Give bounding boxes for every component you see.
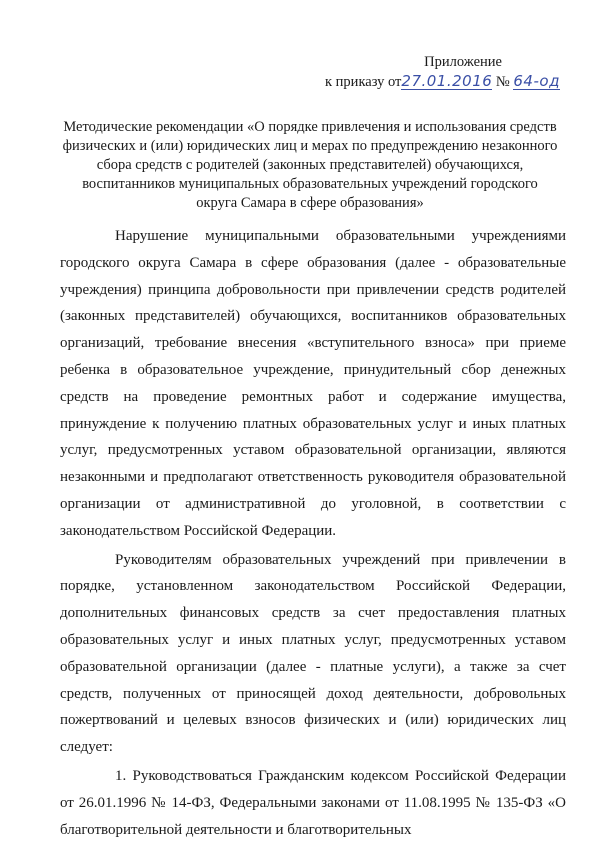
paragraph: Руководителям образовательных учреждений при привлечении в порядке, установленном законодательством Российской Федерации, дополнительных финансовых средств за счет предоставления платных образовательных услуг и иных платных услуг, предусмотренных уставом образовательной организации (далее - платные услуги), а также за счет средств, полученных от приносящей доход деятельности, добровольных пожертвований и целевых взносов физических и (или) юридических лиц следует: — [60, 551, 566, 756]
order-prefix: к приказу от — [325, 74, 402, 90]
paragraph: Нарушение муниципальными образовательными учреждениями городского округа Самара в сфере образования (далее - образовательные учреждения) принципа добровольности при привлечении средств родителей (законных представителей) обучающихся, воспитанников образовательных организаций, требование внесения «вступительного взноса» при приеме ребенка в образовательное учреждение, принудительный сбор денежных средств на проведение ремонтных работ и содержание имущества, принуждение к получению платных образовательных услуг и иных платных услуг, предусмотренных уставом образовательной организации, являются незаконными и предполагают ответственность руководителя образовательной организации от административной до уголовной, в соответствии с законодательством Российской Федерации. — [60, 228, 566, 539]
handwritten-order-date: 27.01.2016 — [401, 72, 493, 90]
appendix-header — [325, 52, 560, 92]
document-title: Методические рекомендации «О порядке привлечения и использования средств физических и (или) юридических лиц и мерах по предупреждению незаконного сбора средств с родителей (законных представителей) обучающихся, воспитанников муниципальных образовательных учреждений городского округа Самара в сфере образования» — [62, 119, 558, 211]
document-body — [60, 223, 566, 843]
order-reference — [325, 72, 560, 92]
paragraph: 1. Руководствоваться Гражданским кодексом Российской Федерации от 26.01.1996 № 14-ФЗ, Федеральными законами от 11.08.1995 № 135-ФЗ «О благотворительной деятельности и благотворительных — [60, 767, 566, 838]
handwritten-order-number: 64-од — [513, 72, 560, 90]
appendix-title: Приложение — [424, 54, 502, 70]
number-sign: № — [495, 74, 510, 90]
